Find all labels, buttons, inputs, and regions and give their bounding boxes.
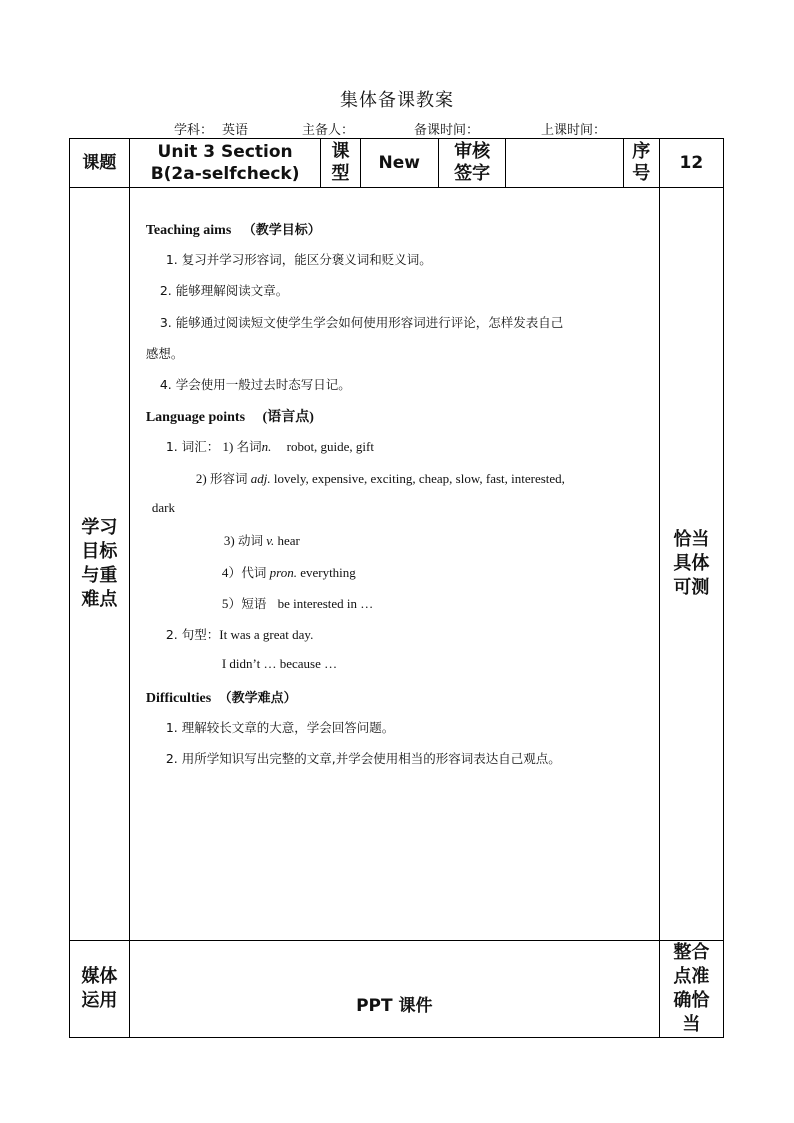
meta-row <box>0 119 794 137</box>
noun-words: robot, guide, gift <box>286 439 374 454</box>
review-label: 审核签字 <box>454 141 491 184</box>
language-points-heading-en: Language points <box>145 410 246 425</box>
aim-item-wrap: 感想。 <box>145 346 184 361</box>
topic-value-cell <box>129 139 321 188</box>
teaching-aims-heading <box>146 219 321 239</box>
number-label-cell <box>623 139 659 188</box>
adj-abbr: adj. <box>250 471 271 486</box>
noun-cn: 名词 <box>236 439 262 454</box>
media-right-label-cell <box>659 941 723 1038</box>
media-row <box>70 941 724 1038</box>
number-label: 序号 <box>632 141 651 184</box>
sentence-line-1 <box>166 625 314 643</box>
lesson-type-label-cell <box>321 139 360 188</box>
verb-abbr: v. <box>266 533 275 548</box>
vocab-pron-line <box>222 562 356 581</box>
media-right-label: 整合点准确恰当 <box>673 942 710 1035</box>
pron-cn: 代词 <box>241 565 267 580</box>
media-left-label-cell <box>70 941 130 1038</box>
number-value-cell <box>659 139 723 188</box>
vocab-adj-line <box>196 469 565 487</box>
review-label-cell <box>438 139 505 188</box>
difficulties-heading-cn: （教学难点） <box>218 691 297 706</box>
aim-item: 1. 复习并学习形容词，能区分褒义词和贬义词。 <box>165 252 432 267</box>
language-points-heading-cn: (语言点) <box>262 410 314 425</box>
adj-words: lovely, expensive, exciting, cheap, slow, fast, interested, <box>273 471 565 486</box>
teaching-aims-heading-cn: （教学目标） <box>242 223 321 238</box>
class-time-label: 上课时间： <box>541 123 607 138</box>
media-content-cell <box>129 941 659 1038</box>
noun-num: 1) <box>222 439 234 454</box>
aim-item: 3. 能够通过阅读短文使学生学会如何使用形容词进行评论，怎样发表自己 <box>159 315 564 330</box>
pron-words: everything <box>300 565 356 580</box>
review-value-cell <box>506 139 624 188</box>
goals-left-label-cell <box>70 188 130 941</box>
media-content: PPT 课件 <box>356 995 433 1016</box>
goals-row <box>70 188 724 941</box>
language-points-heading <box>146 406 314 426</box>
phrase-num: 5） <box>221 596 242 611</box>
lesson-type-value-cell <box>360 139 438 188</box>
aim-item: 4. 学会使用一般过去时态写日记。 <box>159 377 351 392</box>
noun-abbr: n. <box>261 439 272 454</box>
pron-abbr: pron. <box>269 565 297 580</box>
prep-time-label: 备课时间： <box>414 123 480 138</box>
sentence-intro: 2. 句型： <box>165 627 220 642</box>
subject-value: 英语 <box>222 123 249 138</box>
goals-content-cell <box>129 188 659 941</box>
adj-num: 2) <box>195 471 207 486</box>
difficulty-item: 1. 理解较长文章的大意，学会回答问题。 <box>165 720 395 735</box>
pron-num: 4） <box>221 565 242 580</box>
vocab-adj-wrap: dark <box>151 500 175 515</box>
topic-label-cell <box>70 139 130 188</box>
difficulties-heading <box>146 687 297 707</box>
header-row <box>70 139 724 188</box>
sentence-line-2: I didn’t … because … <box>221 656 338 671</box>
preparer-label: 主备人： <box>302 123 355 138</box>
sentence-1: It was a great day. <box>219 627 314 642</box>
verb-cn: 动词 <box>237 533 263 548</box>
vocab-phrase-line <box>222 593 373 612</box>
topic-value-line1: Unit 3 Section <box>157 142 293 162</box>
subject-label: 学科： <box>174 123 214 138</box>
goals-left-label: 学习目标与重难点 <box>81 517 118 610</box>
verb-words: hear <box>277 533 300 548</box>
number-value: 12 <box>679 153 704 173</box>
verb-num: 3) <box>223 533 235 548</box>
aim-item: 2. 能够理解阅读文章。 <box>159 283 289 298</box>
lesson-plan-table <box>69 138 724 1038</box>
vocab-verb-line <box>224 531 300 549</box>
page-title: 集体备课教案 <box>340 90 454 111</box>
lesson-type-label: 课型 <box>331 141 350 184</box>
difficulties-heading-en: Difficulties <box>145 691 212 706</box>
phrase-words: be interested in … <box>277 596 374 611</box>
goals-content <box>130 188 670 940</box>
topic-label: 课题 <box>82 153 117 173</box>
teaching-aims-heading-en: Teaching aims <box>145 223 232 238</box>
goals-right-label: 恰当具体可测 <box>673 529 710 598</box>
vocab-intro: 1. 词汇： <box>165 439 220 454</box>
media-left-label: 媒体运用 <box>81 966 118 1011</box>
adj-cn: 形容词 <box>209 471 248 486</box>
lesson-type-value: New <box>378 153 420 173</box>
vocab-noun-line <box>166 437 374 455</box>
difficulty-item: 2. 用所学知识写出完整的文章,并学会使用相当的形容词表达自己观点。 <box>165 751 561 766</box>
topic-value-line2: B(2a-selfcheck) <box>150 164 300 184</box>
phrase-cn: 短语 <box>241 596 267 611</box>
